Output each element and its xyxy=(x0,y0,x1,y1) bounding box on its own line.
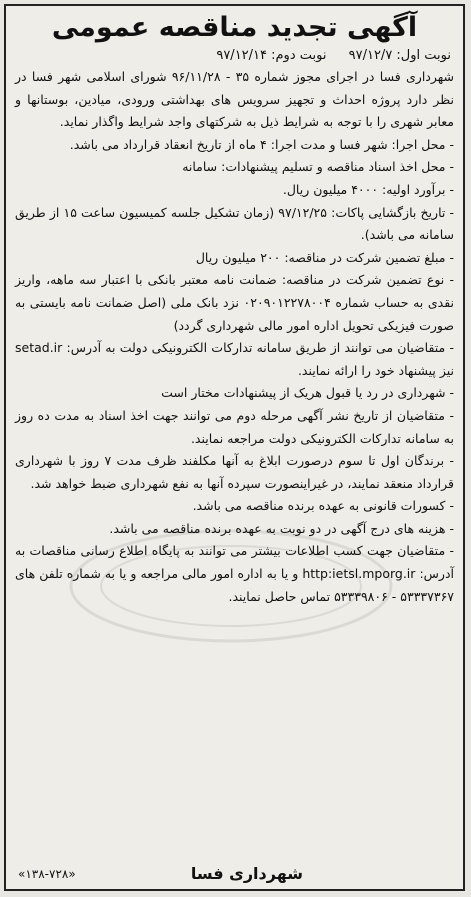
clause-documents-period: - متقاضیان از تاریخ نشر آگهی مرحله دوم می توانند جهت اخذ اسناد به مدت ده روز به سامانه تدارکات الکترونیکی دولت مراجعه نمایند. xyxy=(15,407,454,446)
clause-guarantee-type: - نوع تضمین شرکت در مناقصه: ضمانت نامه معتبر بانکی با اعتبار سه ماهه، واریز نقدی به حساب شماره ۰۲۰۹۰۱۲۲۷۸۰۰۴ نزد بانک ملی (اصل ضمانت نامه بایستی به صورت فیزیکی تحویل اداره امور مالی شهرداری گردد) xyxy=(15,272,454,333)
notice-sheet xyxy=(4,4,465,891)
signature-municipality: شهرداری فسا xyxy=(190,864,303,883)
notice-body xyxy=(6,66,463,608)
clause-guarantee-amount: - مبلغ تضمین شرکت در مناقصه: ۲۰۰ میلیون ریال xyxy=(195,249,454,265)
publication-dates xyxy=(6,46,463,66)
clause-contact-info: - متقاضیان جهت کسب اطلاعات بیشتر می توانند به پایگاه اطلاع رسانی مناقصات به آدرس: http:ietsl.mporg.ir و یا به اداره امور مالی مراجعه و یا به شماره تلفن های ۵۳۳۳۷۳۶۷ - ۵۳۳۳۹۸۰۶ تماس حاصل نمایند. xyxy=(15,543,454,604)
clause-execution-location: - محل اجرا: شهر فسا و مدت اجرا: ۴ ماه از تاریخ انعقاد قرارداد می باشد. xyxy=(69,136,454,152)
clause-initial-estimate: - برآورد اولیه: ۴۰۰۰ میلیون ریال. xyxy=(282,181,454,197)
notice-title: آگهی تجدید مناقصه عمومی xyxy=(51,12,418,43)
clause-opening-date: - تاریخ بازگشایی پاکات: ۹۷/۱۲/۲۵ (زمان تشکیل جلسه کمیسیون ساعت ۱۵ از طریق سامانه می باشد). xyxy=(15,204,454,243)
clause-rejection-right: - شهرداری در رد یا قبول هریک از پیشنهادات مختار است xyxy=(161,385,454,401)
clause-winners-contract: - برندگان اول تا سوم درصورت ابلاغ به آنها مکلفند ظرف مدت ۷ روز با شهرداری قرارداد منعقد نمایند، در غیراینصورت سپرده آنها به نفع شهرداری ضبط خواهد شد. xyxy=(15,453,454,491)
clause-setad-submission: - متقاضیان می توانند از طریق سامانه تدارکات الکترونیکی دولت به آدرس: setad.ir نیز پیشنهاد خود را ارائه نمایند. xyxy=(15,340,454,378)
second-publication-date: نوبت دوم: ۹۷/۱۲/۱۴ xyxy=(216,48,327,63)
clause-ad-costs: - هزینه های درج آگهی در دو نوبت به عهده برنده مناقصه می باشد. xyxy=(109,520,454,536)
first-publication-date: نوبت اول: ۹۷/۱۲/۷ xyxy=(348,48,451,63)
notice-code: «۱۳۸-۷۲۸» xyxy=(18,867,76,881)
clause-documents-location: - محل اخذ اسناد مناقصه و تسلیم پیشنهادات: سامانه xyxy=(182,159,454,175)
clause-legal-deductions: - کسورات قانونی به عهده برنده مناقصه می باشد. xyxy=(192,498,454,514)
notice-footer xyxy=(6,857,463,883)
intro-paragraph: شهرداری فسا در اجرای مجوز شماره ۳۵ - ۹۶/۱۱/۲۸ شورای اسلامی شهر فسا در نظر دارد پروژه احداث و تجهیز سرویس های بهداشتی ورودی، میادین، بوستانها و معابر شهری را با توجه به شرایط ذیل به شرکتهای واجد شرایط واگذار نماید. xyxy=(15,69,454,130)
